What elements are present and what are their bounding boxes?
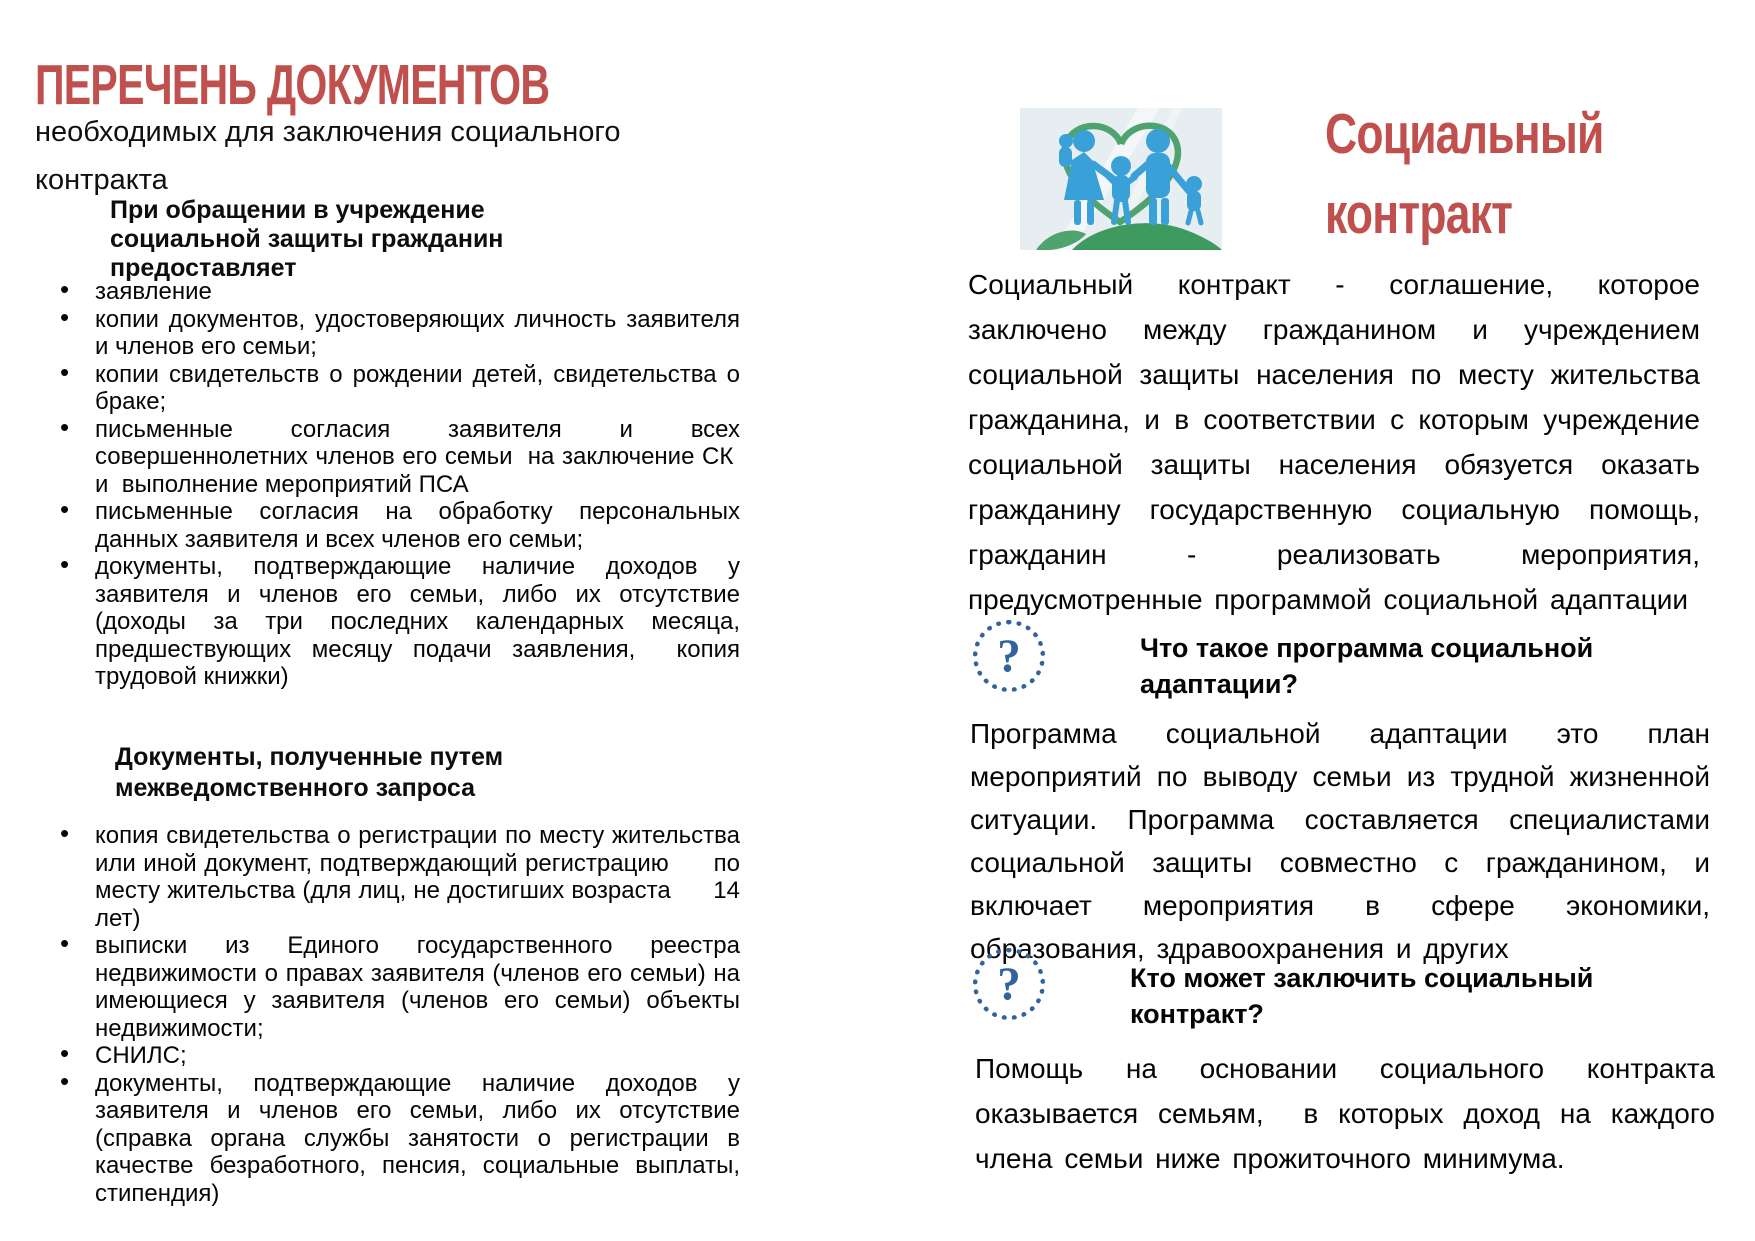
question-mark-icon — [973, 620, 1045, 692]
list-item: • копии документов, удостоверяющих личность заявителя и членов его семьи; — [40, 306, 740, 361]
heading-line: Что такое программа социальной — [1140, 633, 1594, 663]
question-mark-glyph: ? — [997, 629, 1021, 682]
list-item: • документы, подтверждающие наличие доходов у заявителя и членов его семьи, либо их отсутствие (доходы за три последних календарных месяца, предшествующих месяцу подачи заявления, копия трудовой книжки) — [40, 553, 740, 691]
documents-list-interagency — [40, 822, 740, 1207]
family-in-heart-logo — [1020, 108, 1222, 250]
documents-list-title: ПЕРЕЧЕНЬ ДОКУМЕНТОВ — [35, 53, 550, 117]
heading-line: При обращении в учреждение — [110, 196, 485, 224]
list-item: • выписки из Единого государственного реестра недвижимости о правах заявителя (членов его семьи) на имеющиеся у заявителя (членов его семьи) объекты недвижимости; — [40, 932, 740, 1042]
list-item: • заявление — [40, 278, 740, 306]
heading-line: контракт? — [1130, 999, 1264, 1029]
heading-line: Документы, полученные путем — [115, 743, 504, 771]
section-heading-interagency — [115, 742, 503, 804]
heading-line: адаптации? — [1140, 669, 1299, 699]
brochure-title-line: Социальный — [1325, 102, 1604, 166]
question-heading-who-can-sign — [1130, 960, 1593, 1032]
question-mark-icon — [973, 948, 1045, 1020]
list-item: • документы, подтверждающие наличие доходов у заявителя и членов его семьи, либо их отсутствие (справка органа службы занятости о регистрации в качестве безработного, пенсия, социальные выплаты, стипендия) — [40, 1070, 740, 1208]
documents-list-subtitle: необходимых для заключения социального контракта — [35, 116, 621, 196]
family-in-heart-logo-image — [1020, 108, 1222, 250]
who-can-sign-paragraph: Помощь на основании социального контракта оказывается семьям, в которых доход на каждого члена семьи ниже прожиточного минимума. — [975, 1053, 1715, 1174]
list-item: • письменные согласия заявителя и всех совершеннолетних членов его семьи на заключение СК и выполнение мероприятий ПСА — [40, 416, 740, 499]
heading-line: межведомственного запроса — [115, 774, 475, 802]
brochure-title — [1325, 94, 1682, 254]
section-heading-application — [110, 196, 503, 283]
list-item: • письменные согласия на обработку персональных данных заявителя и всех членов его семьи; — [40, 498, 740, 553]
intro-paragraph: Социальный контракт - соглашение, которое заключено между гражданином и учреждением социальной защиты населения по месту жительства гражданина, и в соответствии с которым учреждение социальной защиты населения обязуется оказать гражданину государственную социальную помощь, гражданин - реализовать мероприятия, предусмотренные программой социальной адаптации — [968, 269, 1700, 615]
question-mark-glyph: ? — [997, 957, 1021, 1010]
adaptation-paragraph: Программа социальной адаптации это план мероприятий по выводу семьи из трудной жизненной ситуации. Программа составляется специалистами социальной защиты совместно с гражданином, и включает мероприятия в сфере экономики, образования, здравоохранения и других — [970, 718, 1710, 964]
documents-list-applicant — [40, 278, 740, 691]
heading-line: Кто может заключить социальный — [1130, 963, 1594, 993]
question-heading-adaptation — [1140, 630, 1593, 702]
heading-line: социальной защиты гражданин — [110, 225, 504, 253]
list-item: • СНИЛС; — [40, 1042, 740, 1070]
list-item: • копия свидетельства о регистрации по месту жительства или иной документ, подтверждающий регистрацию по месту жительства (для лиц, не достигших возраста 14 лет) — [40, 822, 740, 932]
brochure-title-line: контракт — [1325, 182, 1513, 246]
heading-line: предоставляет — [110, 254, 297, 282]
list-item: • копии свидетельств о рождении детей, свидетельства о браке; — [40, 361, 740, 416]
